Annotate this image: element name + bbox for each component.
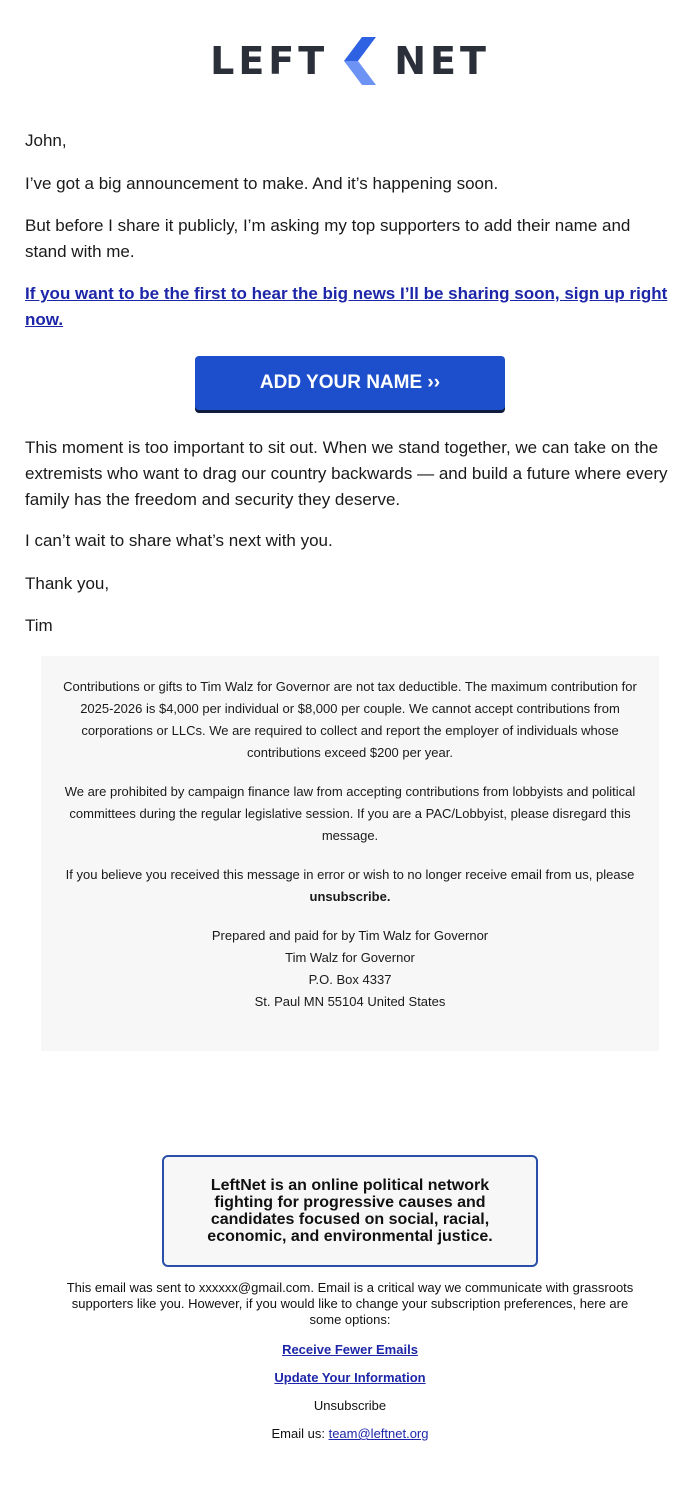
po-box: P.O. Box 4337 [308,972,392,987]
disclaimer-lobbyists: We are prohibited by campaign finance law from accepting contributions from lobbyists and political committees during the regular legislative session. If you are a PAC/Lobbyist, please disregard this message. [64,784,636,843]
about-text: LeftNet is an online political network fighting for progressive causes and candidates focused on social, racial, economic, and environmental justice. [207,1177,493,1245]
chevron-left-icon [342,37,378,85]
city-line: St. Paul MN 55104 United States [254,994,446,1009]
add-your-name-button[interactable]: ADD YOUR NAME ›› [195,356,505,410]
receive-fewer-emails-link[interactable]: Receive Fewer Emails [282,1342,418,1357]
unsubscribe-link[interactable]: Unsubscribe [313,1398,387,1413]
disclaimer-contributions: Contributions or gifts to Tim Walz for Governor are not tax deductible. The maximum contribution for 2025-2026 is $4,000 per individual or $8,000 per couple. We cannot accept contributions from corporations or LLCs. We are required to collect and report the employer of individuals whose contributions exceed $200 per year. [63,679,637,760]
email-us-label: Email us: [271,1426,325,1441]
logo-right-word: NET [394,39,490,83]
logo-left-word: LEFT [210,39,329,83]
email-footer [60,1280,640,1442]
email-address-link[interactable]: team@leftnet.org [328,1426,429,1441]
leftnet-about-box [162,1155,538,1267]
paid-for-line: Prepared and paid for by Tim Walz for Governor [211,928,489,943]
signature: Tim [25,616,53,635]
footer-notice: This email was sent to xxxxxx@gmail.com. Email is a critical way we communicate with grassroots supporters like you. However, if you would like to change your subscription preferences, here are some options: [66,1280,634,1327]
disclaimer-unsubscribe-text: If you believe you received this message in error or wish to no longer receive email from us, please [65,867,635,882]
greeting: John, [25,131,67,150]
paragraph-moment: This moment is too important to sit out. When we stand together, we can take on the extremists who want to drag our country backwards — and build a future where every family has the freedom and security they deserve. [25,438,668,509]
signup-link-paragraph [25,281,675,333]
signup-link[interactable]: If you want to be the first to hear the big news I’ll be sharing soon, sign up right now. [25,284,668,329]
org-name: Tim Walz for Governor [285,950,415,965]
leftnet-logo [0,36,700,86]
update-information-link[interactable]: Update Your Information [274,1370,426,1385]
disclaimer-unsubscribe-link[interactable]: unsubscribe. [309,889,391,904]
paragraph-cant-wait: I can’t wait to share what’s next with you. [25,531,333,550]
closing: Thank you, [25,574,110,593]
legal-disclaimer [41,656,659,1051]
disclaimer-unsubscribe [61,864,639,908]
paragraph-announcement: I’ve got a big announcement to make. And it’s happening soon. [25,174,499,193]
paragraph-supporters: But before I share it publicly, I’m asking my top supporters to add their name and stand with me. [25,216,631,261]
